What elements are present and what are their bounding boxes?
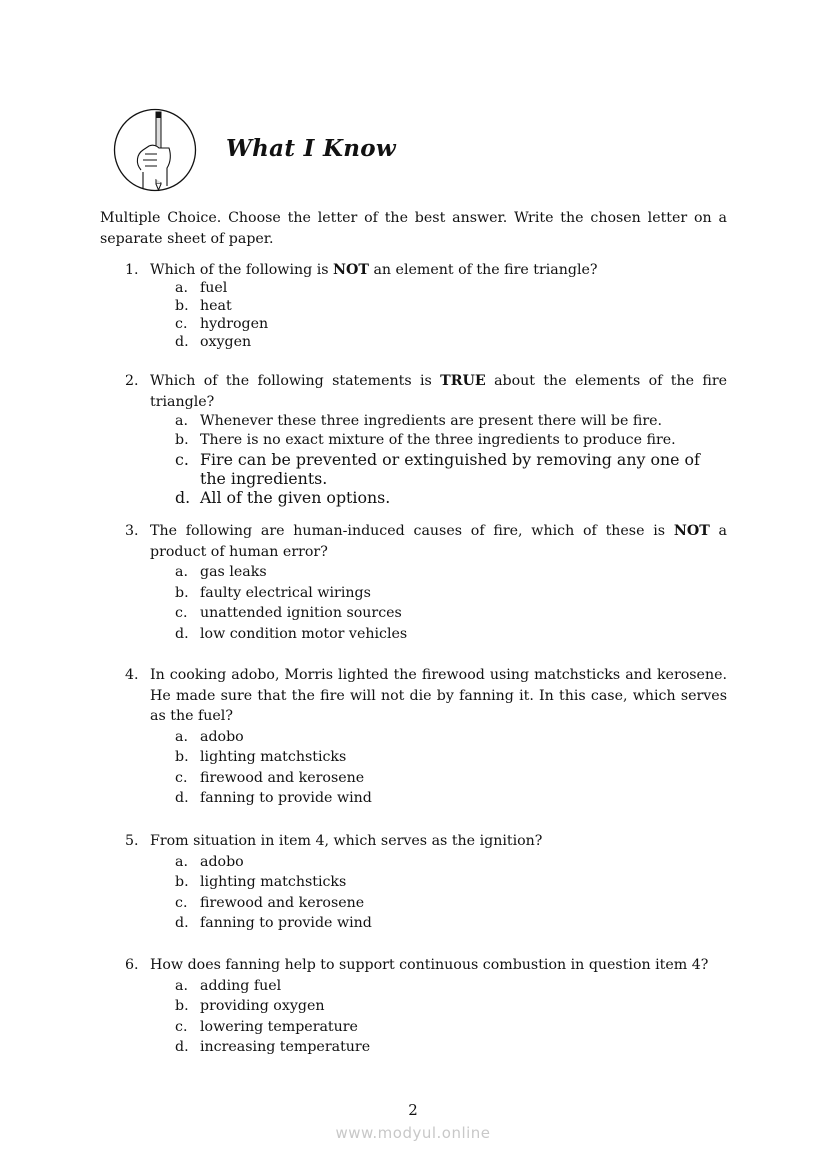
option-c xyxy=(175,768,727,789)
option-text: increasing temperature xyxy=(200,1039,371,1055)
option-text: heat xyxy=(200,298,232,314)
option-letter: b. xyxy=(175,432,189,448)
question-number: 3. xyxy=(125,523,139,539)
question-text xyxy=(150,955,727,976)
question-text xyxy=(150,261,727,279)
option-letter: a. xyxy=(175,280,188,296)
options-list xyxy=(175,976,727,1058)
option-text: Whenever these three ingredients are present there will be fire. xyxy=(200,413,663,429)
option-letter: a. xyxy=(175,853,188,870)
option-letter: a. xyxy=(175,977,188,994)
option-c xyxy=(175,1017,727,1038)
option-b xyxy=(175,747,727,768)
options-list xyxy=(175,562,727,644)
question-text-part: In cooking adobo, Morris lighted the firewood using matchsticks and kerosene. He made sure that the fire will not die by fanning it. In this case, which serves as the fuel? xyxy=(150,667,727,724)
option-b xyxy=(175,996,727,1017)
question-text xyxy=(150,831,727,852)
question-text-part: a product of human error? xyxy=(150,523,728,560)
option-text: low condition motor vehicles xyxy=(200,625,408,642)
option-text: fanning to provide wind xyxy=(200,915,372,931)
option-d xyxy=(175,1037,727,1058)
option-text: providing oxygen xyxy=(200,998,325,1014)
option-b xyxy=(175,872,727,893)
option-b xyxy=(175,583,727,604)
question-4 xyxy=(125,665,727,809)
option-text: There is no exact mixture of the three ingredients to produce fire. xyxy=(200,432,676,448)
option-letter: a. xyxy=(175,564,188,580)
option-a xyxy=(175,976,727,997)
options-list xyxy=(175,727,727,809)
emphasis: NOT xyxy=(673,523,710,539)
question-text-part: Which of the following statements is xyxy=(150,373,441,389)
watermark: www.modyul.online xyxy=(335,1124,491,1142)
option-text: lighting matchsticks xyxy=(200,874,347,890)
option-text: lighting matchsticks xyxy=(200,749,347,765)
question-5 xyxy=(125,831,727,934)
option-text: hydrogen xyxy=(200,316,269,332)
option-text: adobo xyxy=(200,728,244,745)
option-letter: d. xyxy=(175,334,189,350)
option-letter: a. xyxy=(175,413,188,429)
question-2 xyxy=(125,371,727,507)
option-text: Fire can be prevented or extinguished by removing any one of the ingredients. xyxy=(200,450,700,488)
option-text: lowering temperature xyxy=(200,1018,358,1035)
option-d xyxy=(175,788,727,809)
section-title: What I Know xyxy=(226,135,397,162)
option-c xyxy=(175,893,727,914)
option-text: unattended ignition sources xyxy=(200,605,402,621)
option-a xyxy=(175,279,727,297)
option-letter: c. xyxy=(175,894,188,911)
option-d xyxy=(175,333,727,351)
option-letter: c. xyxy=(175,1018,188,1035)
question-number: 4. xyxy=(125,667,139,683)
option-c xyxy=(175,450,727,488)
option-letter: b. xyxy=(175,998,189,1014)
question-text-part: From situation in item 4, which serves as the ignition? xyxy=(150,833,543,849)
option-letter: c. xyxy=(175,316,188,332)
options-list xyxy=(175,852,727,934)
option-d xyxy=(175,624,727,645)
question-number: 5. xyxy=(125,833,139,849)
option-text: adobo xyxy=(200,853,244,870)
option-letter: d. xyxy=(175,1039,189,1055)
question-3 xyxy=(125,521,727,644)
option-text: fanning to provide wind xyxy=(200,790,372,806)
option-text: faulty electrical wirings xyxy=(200,584,371,601)
instructions: Multiple Choice. Choose the letter of the best answer. Write the chosen letter on a separate sheet of paper. xyxy=(100,210,727,247)
option-text: adding fuel xyxy=(200,977,282,994)
question-text-part: How does fanning help to support continuous combustion in question item 4? xyxy=(150,957,709,973)
options-list xyxy=(175,279,727,351)
question-number: 1. xyxy=(125,262,139,278)
emphasis: NOT xyxy=(333,262,369,278)
option-c xyxy=(175,603,727,624)
question-text xyxy=(150,371,727,412)
option-letter: d. xyxy=(175,488,191,507)
option-letter: b. xyxy=(175,298,189,314)
option-b xyxy=(175,297,727,315)
page-number: 2 xyxy=(408,1101,418,1119)
hand-holding-pencil-icon xyxy=(113,108,197,192)
option-d xyxy=(175,488,727,507)
question-text-part: Which of the following is xyxy=(150,262,334,278)
option-c xyxy=(175,315,727,333)
option-letter: c. xyxy=(175,450,189,469)
option-a xyxy=(175,852,727,873)
option-a xyxy=(175,412,727,431)
option-text: gas leaks xyxy=(200,564,267,580)
option-text: All of the given options. xyxy=(200,488,391,507)
option-letter: c. xyxy=(175,605,188,621)
options-list xyxy=(175,412,727,507)
option-letter: b. xyxy=(175,874,189,890)
option-letter: a. xyxy=(175,728,188,745)
option-text: oxygen xyxy=(200,334,252,350)
question-text xyxy=(150,665,727,727)
question-text-part: about the elements of the fire triangle? xyxy=(150,373,728,410)
option-a xyxy=(175,562,727,583)
emphasis: TRUE xyxy=(440,373,486,389)
option-a xyxy=(175,727,727,748)
option-text: firewood and kerosene xyxy=(200,769,365,786)
question-text xyxy=(150,521,727,562)
option-b xyxy=(175,431,727,450)
option-letter: c. xyxy=(175,769,188,786)
option-text: fuel xyxy=(200,280,228,296)
option-letter: d. xyxy=(175,790,189,806)
option-letter: d. xyxy=(175,625,189,642)
question-6 xyxy=(125,955,727,1058)
question-1 xyxy=(125,261,727,351)
option-letter: b. xyxy=(175,749,189,765)
question-number: 2. xyxy=(125,373,139,389)
option-text: firewood and kerosene xyxy=(200,894,365,911)
question-text-part: The following are human-induced causes of fire, which of these is xyxy=(150,523,674,539)
option-letter: d. xyxy=(175,915,189,931)
option-d xyxy=(175,913,727,934)
question-number: 6. xyxy=(125,957,139,973)
question-text-part: an element of the fire triangle? xyxy=(368,262,598,278)
option-letter: b. xyxy=(175,584,189,601)
